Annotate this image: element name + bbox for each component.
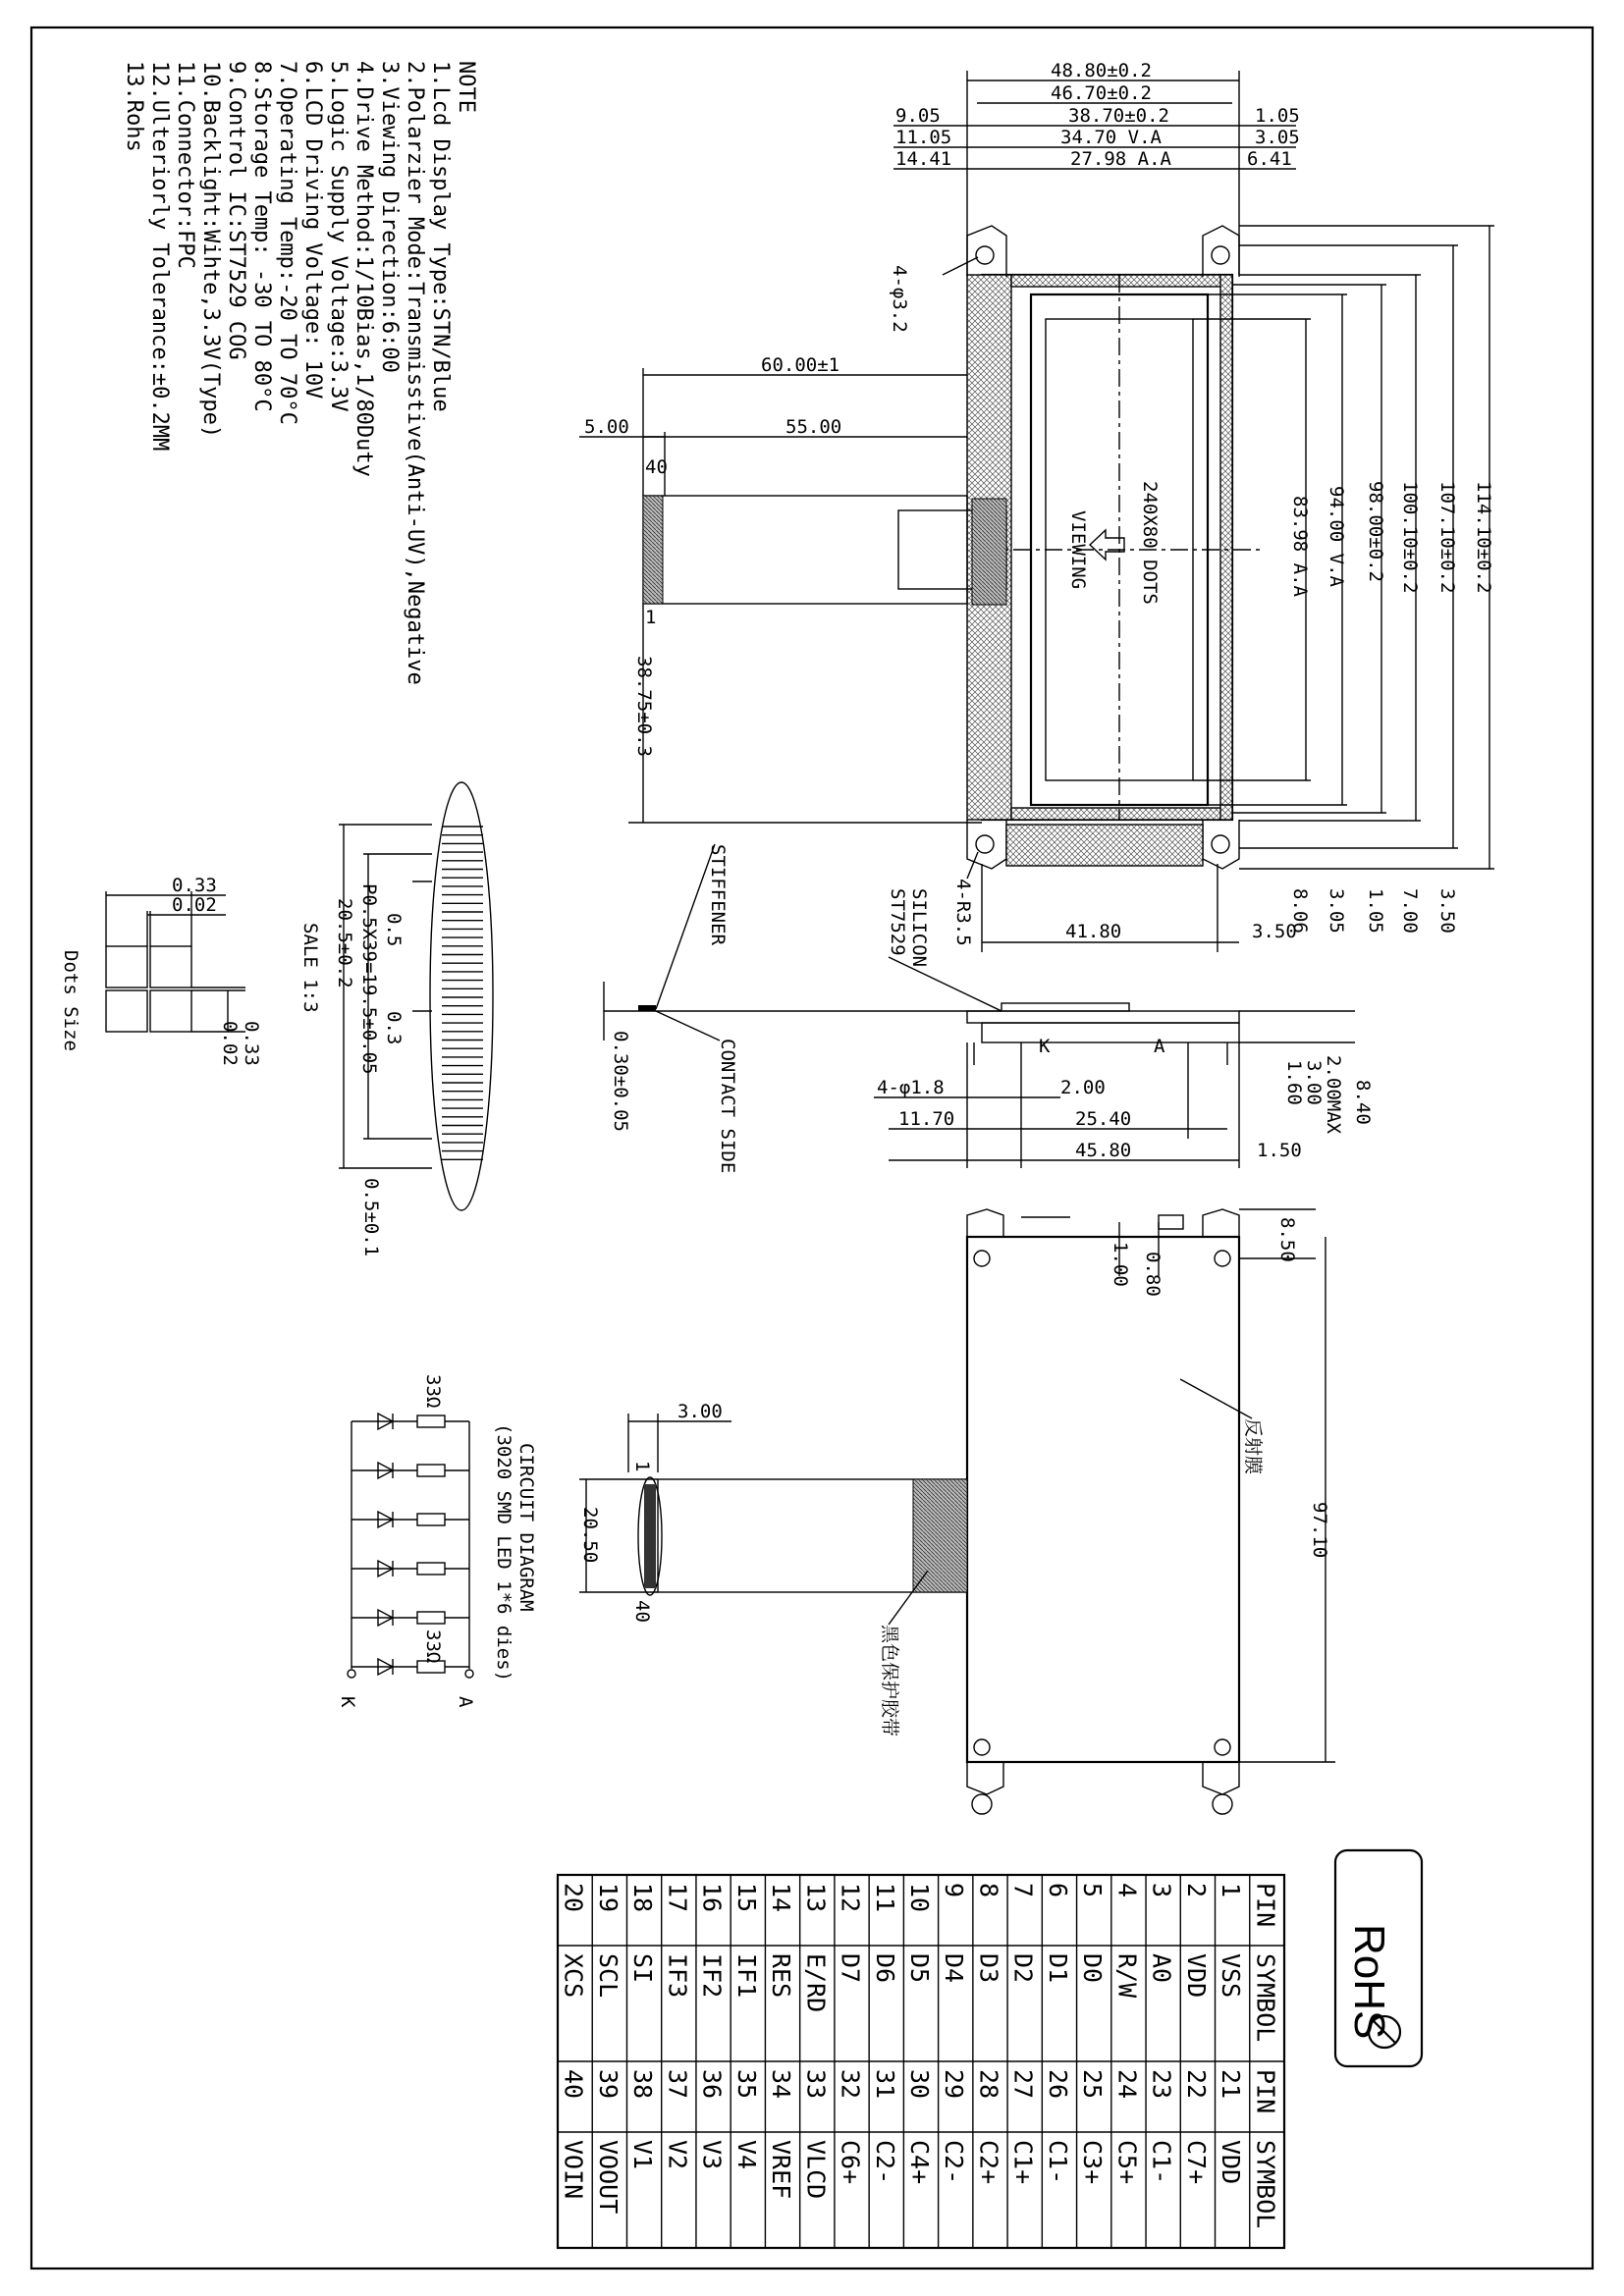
fpc-detail-width: 20.5±0.2 <box>334 898 355 988</box>
pin-symbol: C2- <box>940 2140 969 2185</box>
pin-symbol: C4+ <box>905 2140 934 2185</box>
dim-b5: 3.50 <box>1436 888 1458 934</box>
pin-number: 9 <box>940 1883 969 1898</box>
fpc-length: 60.00±1 <box>761 354 840 376</box>
pin-number: 15 <box>731 1883 761 1913</box>
notes-title: NOTE <box>454 61 478 113</box>
profile-t4: 8.40 <box>1352 1080 1374 1125</box>
pin-symbol: R/W <box>1112 1953 1142 1999</box>
dim-b4: 7.00 <box>1399 888 1421 934</box>
pin-number: 24 <box>1112 2069 1142 2100</box>
fpc-detail-scale: SALE 1:3 <box>299 923 321 1013</box>
pin-table <box>558 1875 1284 2248</box>
pin-number: 14 <box>767 1883 796 1913</box>
viewing-direction: VIEWING <box>1067 510 1089 590</box>
pin-number: 11 <box>870 1883 899 1913</box>
pin-number: 21 <box>1217 2069 1246 2100</box>
pin-number: 10 <box>905 1883 934 1913</box>
pin-symbol: V3 <box>697 2140 727 2170</box>
pin-symbol: VDD <box>1181 1953 1211 1999</box>
note-item: 2.Polarzier Mode:Transmisstive(Anti-UV),Negative <box>403 61 427 685</box>
fpc-front <box>579 354 1006 823</box>
dim-h3: 98.00±0.2 <box>1365 481 1386 582</box>
pin-number: 38 <box>628 2069 658 2100</box>
dim-l3: 14.41 <box>895 148 952 170</box>
pin-number: 22 <box>1181 2069 1211 2100</box>
fpc-length-2: 55.00 <box>785 416 842 438</box>
stiffener-label: STIFFENER <box>707 844 729 945</box>
note-item: 6.LCD Driving Voltage: 10V <box>300 61 325 400</box>
pin-number: 39 <box>593 2069 623 2100</box>
pin-symbol: VREF <box>767 2140 796 2200</box>
pin-symbol: C1- <box>1147 2140 1176 2185</box>
pin-symbol: C3+ <box>1078 2140 1108 2185</box>
pin-number: 18 <box>628 1883 658 1913</box>
circuit-diagram <box>337 1374 537 1708</box>
pin-symbol: C2+ <box>974 2140 1003 2185</box>
profile-t3: 2.00MAX <box>1323 1055 1344 1135</box>
note-item: 1.Lcd Display Type:STN/Blue <box>428 61 453 412</box>
profile-k: K <box>1039 1036 1051 1057</box>
note-item: 5.Logic Supply Voltage:3.3V <box>326 61 351 412</box>
dim-r2: 3.05 <box>1255 127 1300 148</box>
pin-table-header: PIN <box>1251 2069 1280 2114</box>
pin-symbol: VLCD <box>801 2140 831 2200</box>
pin-symbol: D2 <box>1008 1953 1038 1984</box>
profile-a: A <box>1154 1036 1165 1057</box>
back-pin40: 40 <box>631 1600 653 1623</box>
pin-symbol: D4 <box>940 1953 969 1984</box>
pin-number: 26 <box>1043 2069 1072 2100</box>
pin-number: 40 <box>559 2069 588 2100</box>
pin-symbol: XCS <box>559 1953 588 1999</box>
dots-dim-b: 0.02 <box>172 894 217 916</box>
back-height: 97.10 <box>1309 1502 1330 1559</box>
pin-number: 30 <box>905 2069 934 2100</box>
pin-symbol: A0 <box>1147 1953 1176 1984</box>
module-outline <box>982 275 1232 820</box>
back-d3: 8.50 <box>1276 1217 1298 1262</box>
pin-symbol: VOOUT <box>593 2140 623 2215</box>
back-outline <box>967 1237 1239 1762</box>
profile-d5: 1.50 <box>1257 1140 1302 1161</box>
pin-symbol: D6 <box>870 1953 899 1984</box>
pin-symbol: D0 <box>1078 1953 1108 1984</box>
note-item: 13.Rohs <box>122 61 146 152</box>
notes-block <box>122 61 478 685</box>
pin-symbol: D1 <box>1043 1953 1072 1984</box>
pin-symbol: C1- <box>1043 2140 1072 2185</box>
profile-d4: 45.80 <box>1075 1140 1132 1161</box>
dim-w3: 38.70±0.2 <box>1068 105 1169 127</box>
profile-d1: 2.00 <box>1060 1077 1106 1098</box>
pin-number: 36 <box>697 2069 727 2100</box>
dim-w4: 34.70 V.A <box>1060 127 1162 148</box>
pin-symbol: IF1 <box>731 1953 761 1999</box>
pin-symbol: C6+ <box>836 2140 865 2185</box>
pin-number: 19 <box>593 1883 623 1913</box>
dots-size-label: Dots Size <box>60 950 81 1051</box>
pin-number: 12 <box>836 1883 865 1913</box>
note-item: 3.Viewing Direction:6:00 <box>377 61 402 373</box>
contact-side-label: CONTACT SIDE <box>717 1039 738 1174</box>
resistor <box>417 1514 445 1525</box>
pin-number: 28 <box>974 2069 1003 2100</box>
hole-label: 4-φ3.2 <box>889 265 910 333</box>
pin-number: 13 <box>801 1883 831 1913</box>
pin-symbol: RES <box>767 1953 796 1999</box>
pin-number: 20 <box>559 1883 588 1913</box>
dim-b1: 8.06 <box>1289 888 1311 934</box>
circuit-subtitle: (3020 SMD LED 1*6 dies) <box>493 1423 514 1682</box>
rohs-badge <box>1335 1850 1422 2066</box>
fpc-detail-tol: 0.5±0.1 <box>360 1178 382 1257</box>
dim-w1: 48.80±0.2 <box>1051 60 1152 81</box>
dim-h6: 114.10±0.2 <box>1473 481 1494 594</box>
circuit-a: A <box>455 1696 476 1708</box>
pin-symbol: C2- <box>870 2140 899 2185</box>
pin-symbol: VSS <box>1217 1953 1246 1999</box>
pin-symbol: V1 <box>628 2140 658 2170</box>
pin-table-header: SYMBOL <box>1251 1953 1280 2043</box>
profile-t2: 3.00 <box>1303 1060 1325 1105</box>
fpc-tip-detail <box>299 782 493 1256</box>
profile-d2: 25.40 <box>1075 1108 1132 1130</box>
resistor <box>417 1415 445 1427</box>
pin-number: 31 <box>870 2069 899 2100</box>
pin-table-header: PIN <box>1251 1883 1280 1928</box>
fpc-pin40: 40 <box>645 456 668 478</box>
dim-l1: 9.05 <box>895 105 941 127</box>
pin-number: 1 <box>1217 1883 1246 1898</box>
fpc-pin1: 1 <box>645 607 657 628</box>
pin-number: 37 <box>663 2069 692 2100</box>
pin-number: 5 <box>1078 1883 1108 1898</box>
dim-l2: 11.05 <box>895 127 952 148</box>
dim-w2: 46.70±0.2 <box>1051 82 1152 104</box>
back-view <box>579 1209 1335 1814</box>
pin-number: 29 <box>940 2069 969 2100</box>
dim-h1: 83.98 A.A <box>1289 496 1311 597</box>
pin-symbol: C7+ <box>1181 2140 1211 2185</box>
profile-t1: 1.60 <box>1283 1060 1305 1105</box>
fpc-detail-pitch: P0.5X39=19.5±0.05 <box>358 883 380 1075</box>
pin-number: 8 <box>974 1883 1003 1898</box>
pin-symbol: C5+ <box>1112 2140 1142 2185</box>
pin-symbol: D3 <box>974 1953 1003 1984</box>
pin-number: 3 <box>1147 1883 1176 1898</box>
fpc-tab: 5.00 <box>584 416 629 438</box>
rohs-text: RoHS <box>1345 1924 1393 2040</box>
dots-size-detail <box>60 875 262 1066</box>
back-d1: 1.00 <box>1110 1242 1131 1287</box>
pin-number: 7 <box>1008 1883 1038 1898</box>
dim-b3: 1.05 <box>1365 888 1386 934</box>
resistor <box>417 1563 445 1575</box>
back-fpc-width: 20.50 <box>579 1507 601 1564</box>
pin-number: 23 <box>1147 2069 1176 2100</box>
pin-symbol: VOIN <box>559 2140 588 2200</box>
pin-number: 33 <box>801 2069 831 2100</box>
pin-symbol: V4 <box>731 2140 761 2170</box>
led-right: 3.50 <box>1252 921 1297 942</box>
pin-table-header: SYMBOL <box>1251 2140 1280 2229</box>
pin-symbol: C1+ <box>1008 2140 1038 2185</box>
resistor <box>417 1465 445 1476</box>
resistor-top-label: 33Ω <box>422 1374 444 1409</box>
note-item: 4.Drive Method:1/10Bias,1/80Duty <box>352 61 376 477</box>
radius-label: 4-R3.5 <box>952 879 974 946</box>
notes-list <box>122 61 453 685</box>
front-view <box>579 60 1494 952</box>
note-item: 7.Operating Temp:-20 TO 70°C <box>275 61 299 425</box>
pin-number: 4 <box>1112 1883 1142 1898</box>
dim-r3: 6.41 <box>1247 148 1292 170</box>
dots-dim-c: 0.33 <box>241 1021 262 1066</box>
profile-hole: 4-φ1.8 <box>877 1077 945 1098</box>
dim-h4: 100.10±0.2 <box>1399 481 1421 594</box>
note-item: 10.Backlight:Wihte,3.3V(Type) <box>198 61 223 439</box>
pin-number: 16 <box>697 1883 727 1913</box>
back-fpc-tab: 3.00 <box>677 1401 723 1422</box>
pin-symbol: IF3 <box>663 1953 692 1999</box>
back-pin1: 1 <box>631 1461 653 1472</box>
pin-symbol: D5 <box>905 1953 934 1984</box>
dim-w5: 27.98 A.A <box>1070 148 1171 170</box>
pin-number: 32 <box>836 2069 865 2100</box>
pin-symbol: D7 <box>836 1953 865 1984</box>
profile-d3: 11.70 <box>898 1108 955 1130</box>
pin-number: 6 <box>1043 1883 1072 1898</box>
note-item: 8.Storage Temp: -30 TO 80°C <box>249 61 274 412</box>
pin-number: 35 <box>731 2069 761 2100</box>
fpc-position: 38.75±0.3 <box>633 656 655 757</box>
pin-symbol: VDD <box>1217 2140 1246 2185</box>
mounting-ears <box>889 226 1239 946</box>
circuit-title: CIRCUIT DIAGRAM <box>515 1443 537 1612</box>
dim-b2: 3.05 <box>1326 888 1347 934</box>
dim-h5: 107.10±0.2 <box>1436 481 1458 594</box>
resistor-bottom-label: 33Ω <box>422 1629 444 1664</box>
dots-dim-d: 0.02 <box>219 1021 241 1066</box>
pin-number: 27 <box>1008 2069 1038 2100</box>
pin-symbol: E/RD <box>801 1953 831 2013</box>
pin-number: 2 <box>1181 1883 1211 1898</box>
circuit-k: K <box>337 1696 358 1708</box>
note-item: 9.Control IC:ST7529 COG <box>224 61 248 360</box>
pin-symbol: SI <box>628 1953 658 1984</box>
pin-number: 34 <box>767 2069 796 2100</box>
dots-resolution: 240X80 DOTS <box>1139 481 1161 605</box>
note-item: 12.Ulteriorly Tolerance:±0.2MM <box>147 61 172 452</box>
silicon-label: SILICON <box>908 888 930 968</box>
pin-number: 17 <box>663 1883 692 1913</box>
dim-r1: 1.05 <box>1255 105 1300 127</box>
resistor <box>417 1612 445 1624</box>
fpc-detail-d2: 0.3 <box>383 1011 405 1045</box>
protective-tape-label: 黑色保护胶带 <box>879 1625 900 1737</box>
note-item: 11.Connector:FPC <box>173 61 197 269</box>
reflective-film-label: 反射膜 <box>1242 1418 1264 1475</box>
led-width: 41.80 <box>1065 921 1122 942</box>
ic-label: ST7529 <box>887 888 908 956</box>
fpc-thickness: 0.30±0.05 <box>610 1031 631 1132</box>
back-d2: 0.80 <box>1142 1252 1164 1297</box>
pin-symbol: V2 <box>663 2140 692 2170</box>
side-profile <box>874 1003 1374 1168</box>
fpc-detail-d1: 0.5 <box>383 913 405 947</box>
dots-dim-a: 0.33 <box>172 875 217 896</box>
pin-symbol: IF2 <box>697 1953 727 1999</box>
pin-symbol: SCL <box>593 1953 623 1999</box>
dim-h2: 94.00 V.A <box>1326 486 1347 587</box>
pin-number: 25 <box>1078 2069 1108 2100</box>
